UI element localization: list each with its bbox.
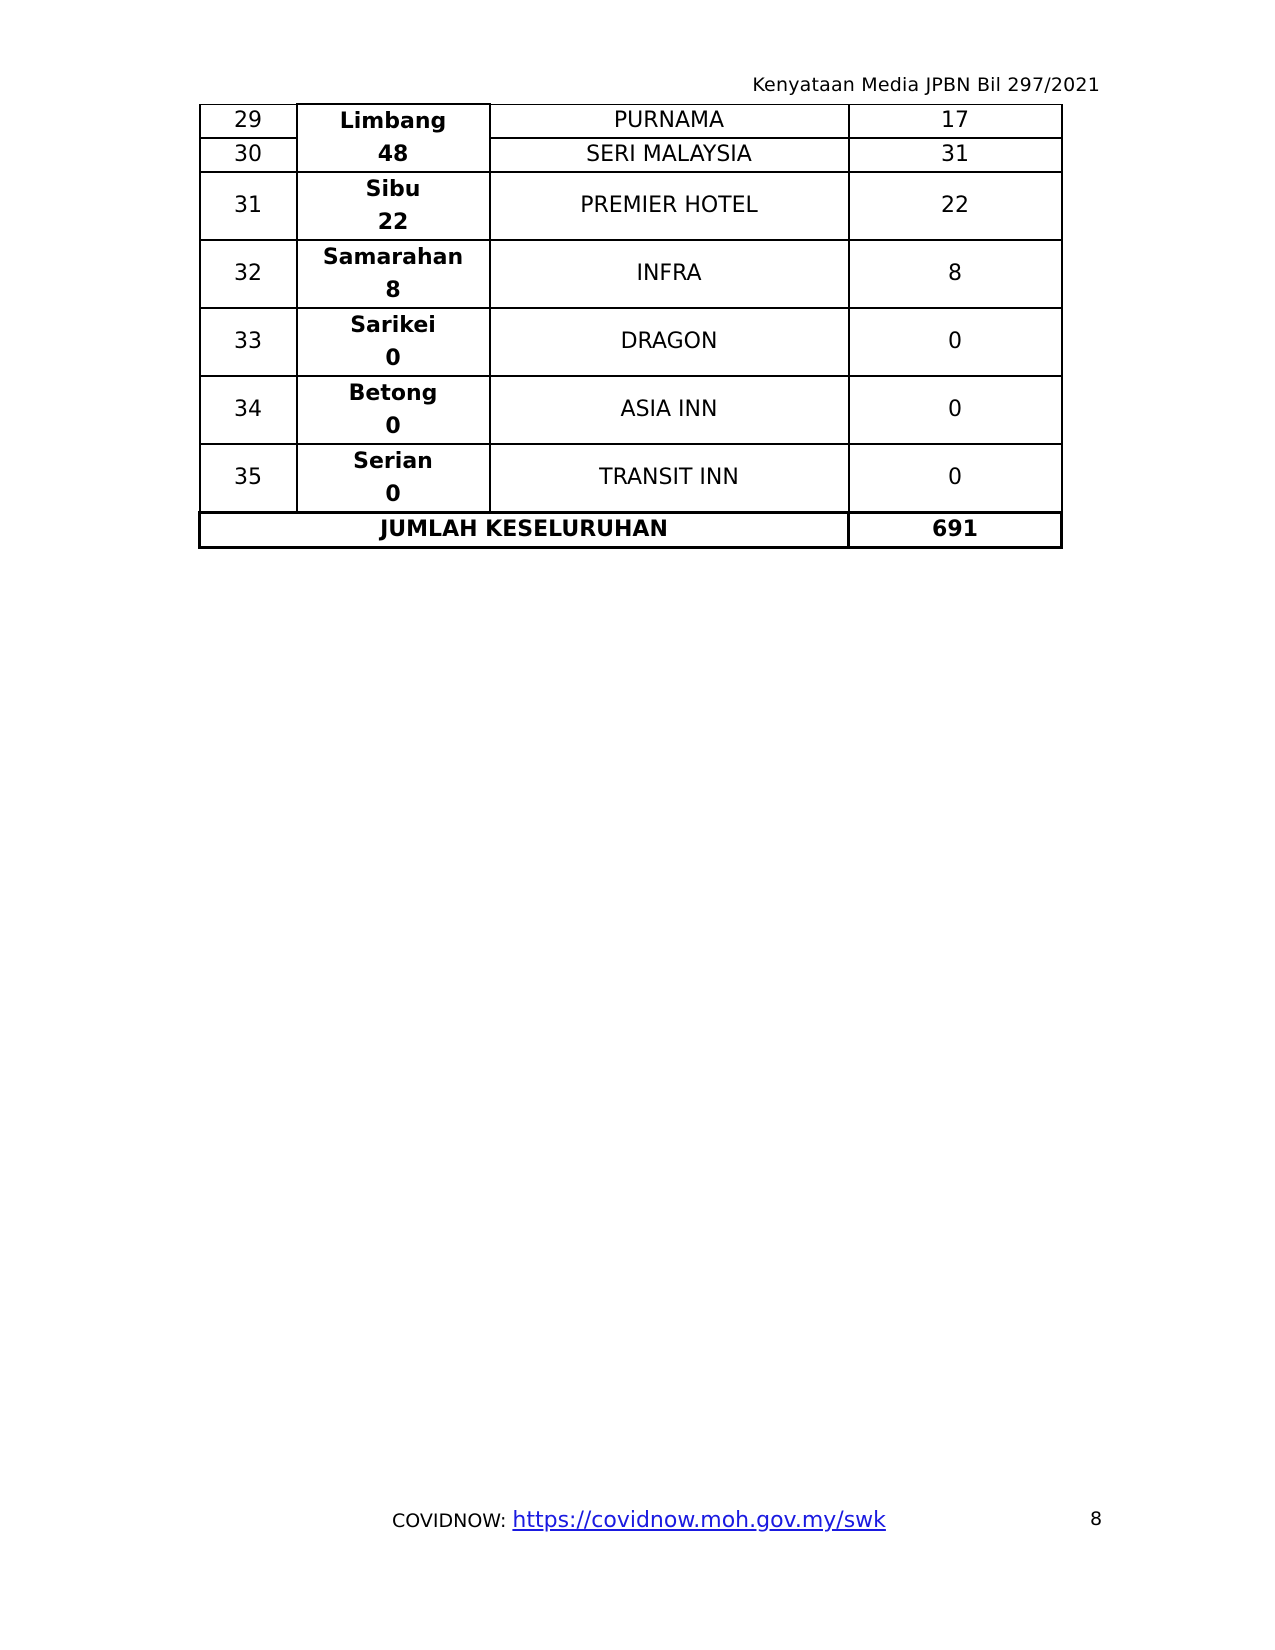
division-cell xyxy=(297,172,490,240)
hotel-count: 8 xyxy=(849,240,1062,308)
division-name: Serian xyxy=(353,449,433,474)
division-name: Sibu xyxy=(365,177,421,202)
hotel-name: TRANSIT INN xyxy=(490,444,849,513)
division-cell xyxy=(297,104,490,172)
table-row xyxy=(200,104,1062,138)
footer-label: COVIDNOW: xyxy=(392,1510,513,1532)
division-total: 0 xyxy=(385,482,401,507)
division-name: Limbang xyxy=(339,109,447,134)
hotel-count: 22 xyxy=(849,172,1062,240)
division-name: Samarahan xyxy=(322,245,464,270)
hotel-name: SERI MALAYSIA xyxy=(490,138,849,172)
hotel-name: DRAGON xyxy=(490,308,849,376)
division-cell xyxy=(297,376,490,444)
row-number: 29 xyxy=(200,104,297,138)
division-total: 0 xyxy=(385,346,401,371)
hotel-count: 0 xyxy=(849,444,1062,513)
hotel-count: 17 xyxy=(849,104,1062,138)
grand-total-value: 691 xyxy=(849,513,1062,548)
table-row xyxy=(200,444,1062,513)
footer-source xyxy=(392,1508,886,1533)
hotel-count: 31 xyxy=(849,138,1062,172)
division-total: 8 xyxy=(385,278,401,303)
hotel-count: 0 xyxy=(849,308,1062,376)
row-number: 33 xyxy=(200,308,297,376)
page-number: 8 xyxy=(1090,1508,1103,1530)
division-cell xyxy=(297,240,490,308)
page-header: Kenyataan Media JPBN Bil 297/2021 xyxy=(752,74,1100,96)
hotel-name: PURNAMA xyxy=(490,104,849,138)
quarantine-hotel-table xyxy=(198,103,1063,549)
row-number: 30 xyxy=(200,138,297,172)
table-row xyxy=(200,308,1062,376)
division-name: Betong xyxy=(348,381,438,406)
division-name: Sarikei xyxy=(350,313,436,338)
row-number: 31 xyxy=(200,172,297,240)
division-cell xyxy=(297,308,490,376)
row-number: 32 xyxy=(200,240,297,308)
division-total: 0 xyxy=(385,414,401,439)
table-row xyxy=(200,376,1062,444)
hotel-name: ASIA INN xyxy=(490,376,849,444)
covidnow-link[interactable]: https://covidnow.moh.gov.my/swk xyxy=(512,1508,886,1533)
grand-total-label: JUMLAH KESELURUHAN xyxy=(200,513,849,548)
hotel-name: PREMIER HOTEL xyxy=(490,172,849,240)
division-total: 22 xyxy=(377,210,409,235)
table-row xyxy=(200,172,1062,240)
row-number: 34 xyxy=(200,376,297,444)
division-cell xyxy=(297,444,490,513)
table-row xyxy=(200,240,1062,308)
hotel-name: INFRA xyxy=(490,240,849,308)
grand-total-row xyxy=(200,513,1062,548)
hotel-count: 0 xyxy=(849,376,1062,444)
row-number: 35 xyxy=(200,444,297,513)
division-total: 48 xyxy=(377,142,409,167)
